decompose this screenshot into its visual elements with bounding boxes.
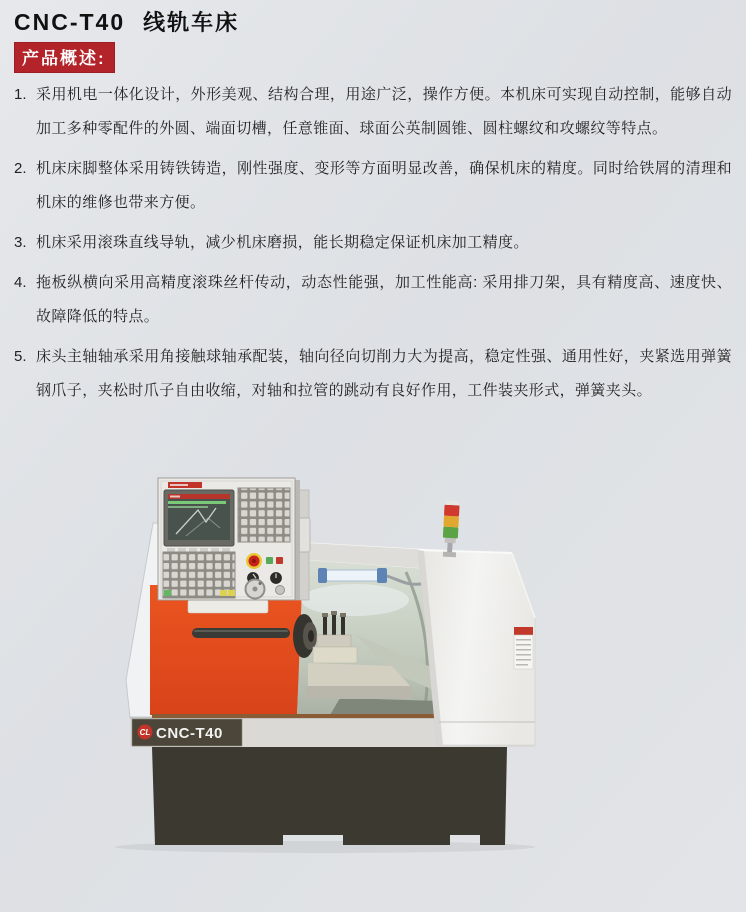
- section-badge: [14, 42, 115, 73]
- yellow-key: [228, 590, 235, 596]
- overview-list: [14, 78, 732, 414]
- lamp-glow: [301, 584, 409, 616]
- item-text: 拖板纵横向采用高精度滚珠丝杆传动，动态性能强，加工性能高: 采用排刀架，具有精度高、速度快、故障降低的特点。: [36, 274, 732, 325]
- model-label: CNC-T40: [156, 725, 223, 742]
- door-cover-plate: [188, 600, 268, 613]
- tower-light-amber: [443, 516, 459, 528]
- brand-logo-text: CL: [139, 728, 151, 737]
- bay-floor: [330, 698, 440, 715]
- lamp-cap-left: [318, 568, 327, 583]
- tower-mount: [443, 552, 456, 558]
- item-text: 床头主轴轴承采用角接触球轴承配装，轴向径向切削力大为提高，稳定性强、通用性好，夹紧选用弹簧钢爪子，夹松时爪子自由收缩，对轴和拉管的跳动有良好作用，工件装夹形式，弹簧夹头。: [36, 348, 732, 399]
- item-number: 2.: [14, 160, 27, 177]
- warning-sticker: [514, 627, 533, 669]
- start-button: [266, 557, 273, 564]
- item-text: 采用机电一体化设计，外形美观、结构合理，用途广泛，操作方便。本机床可实现自动控制，能够自动加工多种零配件的外圆、端面切槽，任意锥面、球面公英制圆锥、圆柱螺纹和攻螺纹等特点。: [36, 86, 732, 137]
- overview-item: [14, 340, 732, 408]
- yellow-key: [220, 590, 227, 596]
- lamp-cap-right: [377, 568, 387, 583]
- item-number: 4.: [14, 274, 27, 291]
- control-panel: [158, 478, 300, 600]
- tower-light-green: [443, 527, 459, 539]
- title-model: CNC-T40: [14, 9, 126, 35]
- stop-button: [276, 557, 283, 564]
- page-title: [14, 6, 239, 37]
- green-key: [164, 590, 171, 596]
- mdi-keypad: [238, 488, 290, 542]
- overview-item: [14, 266, 732, 334]
- section-badge-label: 产品概述:: [22, 49, 106, 68]
- item-text: 机床床脚整体采用铸铁铸造，刚性强度、变形等方面明显改善，确保机床的精度。同时给铁屑的清理和机床的维修也带来方便。: [36, 160, 732, 211]
- tower-cap: [446, 501, 459, 506]
- aux-knob: [276, 586, 285, 595]
- overview-item: [14, 152, 732, 220]
- signal-tower: [442, 501, 460, 558]
- item-number: 5.: [14, 348, 27, 365]
- panel-side-shade: [295, 480, 300, 600]
- tower-light-red: [444, 505, 460, 517]
- brand-badge: [132, 719, 242, 746]
- pedestal-base: [152, 747, 507, 845]
- item-text: 机床采用滚珠直线导轨，减少机床磨损，能长期稳定保证机床加工精度。: [36, 234, 529, 251]
- chip-tray-edge: [152, 714, 442, 718]
- door-handle-highlight: [194, 630, 288, 632]
- lamp-tube: [324, 570, 382, 581]
- item-number: 1.: [14, 86, 27, 103]
- machine-photo: [40, 430, 560, 860]
- door-handle: [192, 628, 290, 638]
- machining-bay: [293, 560, 442, 715]
- overview-item: [14, 78, 732, 146]
- overview-item: [14, 226, 732, 260]
- crt-screen: [164, 490, 234, 546]
- item-number: 3.: [14, 234, 27, 251]
- right-enclosure: [418, 550, 535, 745]
- title-product-type: 线轨车床: [143, 10, 240, 35]
